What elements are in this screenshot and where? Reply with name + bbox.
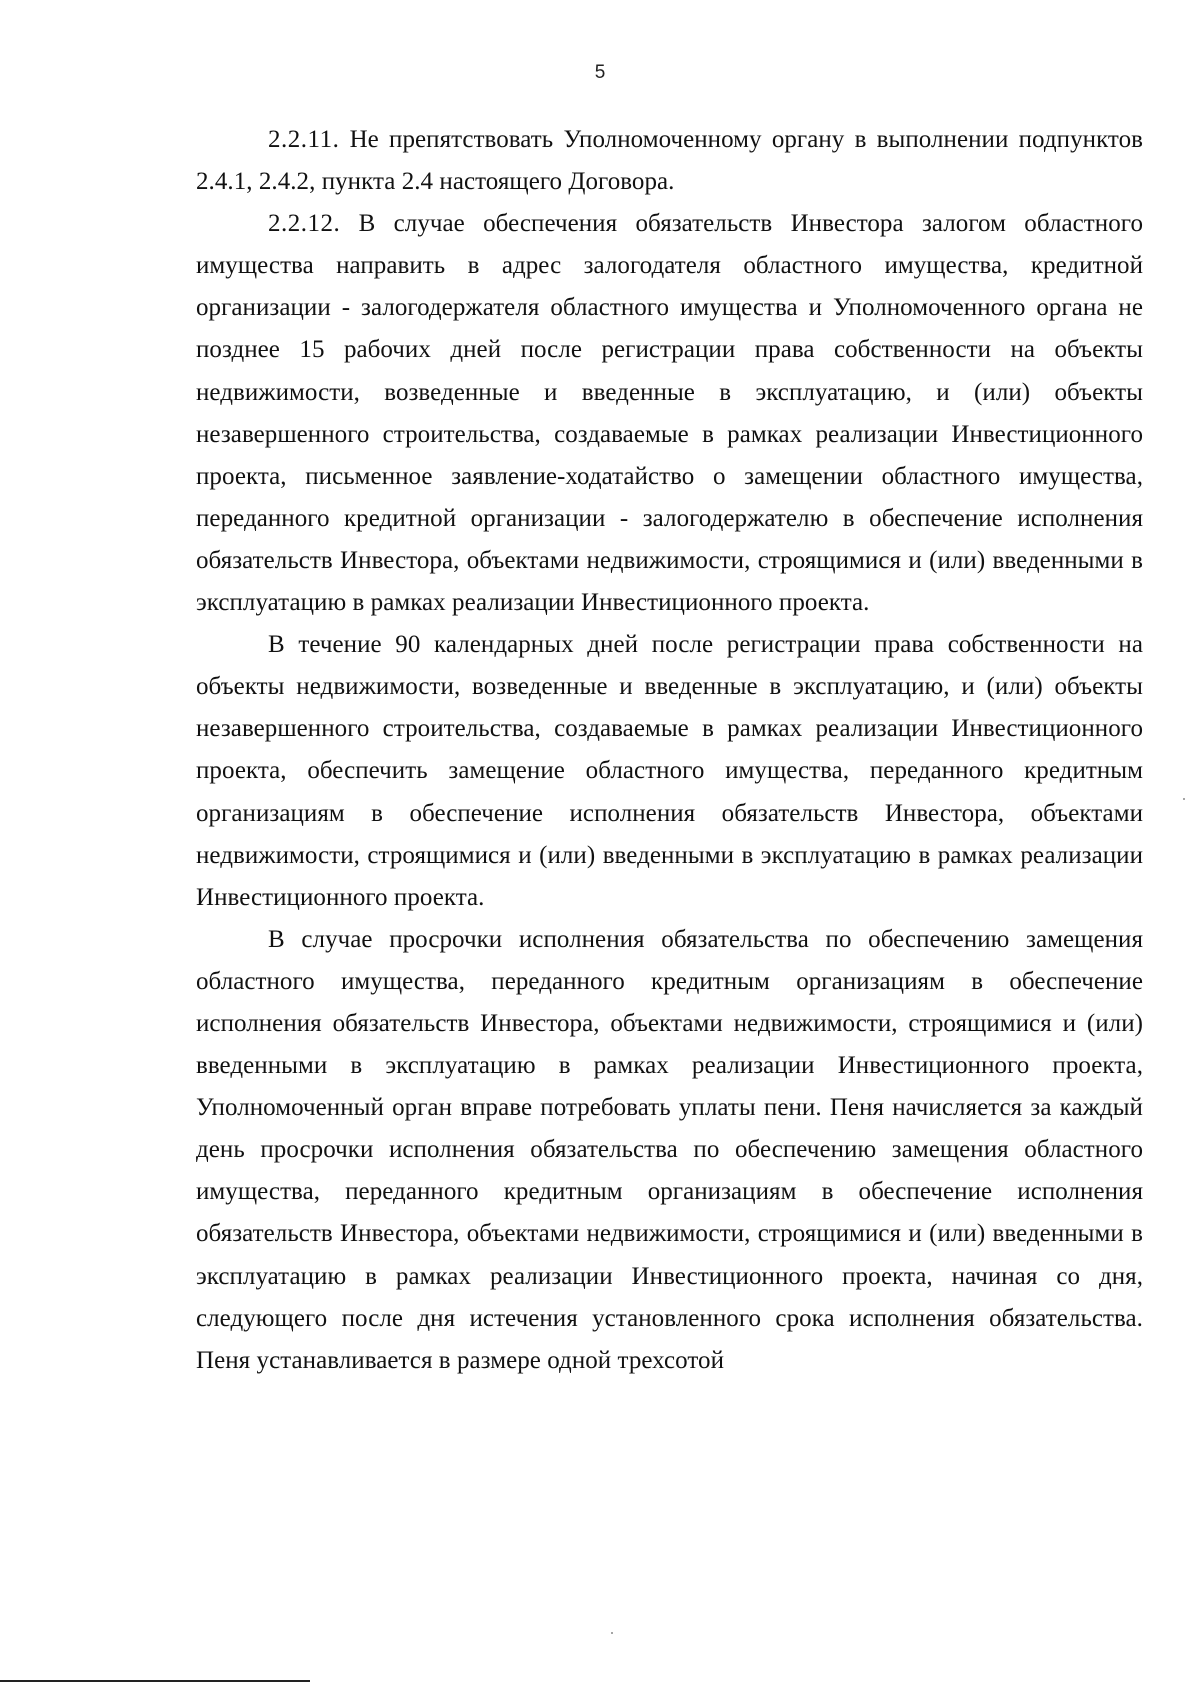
scan-speck xyxy=(1183,798,1185,800)
paragraph-text: В случае обеспечения обязательств Инвестора залогом областного имущества направить в адрес залогодателя областного имущества, кредитной организации - залогодержателя областного имущества и Уполномоченного органа не позднее 15 рабочих дней после регистрации права собственности на объекты недвижимости, возведенные и введенные в эксплуатацию, и (или) объекты незавершенного строительства, создаваемые в рамках реализации Инвестиционного проекта, письменное заявление-ходатайство о замещении областного имущества, переданного кредитной организации - залогодержателю в обеспечение исполнения обязательств Инвестора, объектами недвижимости, строящимися и (или) введенными в эксплуатацию в рамках реализации Инвестиционного проекта. xyxy=(196,210,1143,617)
paragraph-text: Не препятствовать Уполномоченному органу в выполнении подпунктов 2.4.1, 2.4.2, пункта 2.4 настоящего Договора. xyxy=(196,126,1143,196)
paragraph-text: В течение 90 календарных дней после регистрации права собственности на объекты недвижимости, возведенные и введенные в эксплуатацию, и (или) объекты незавершенного строительства, создаваемые в рамках реализации Инвестиционного проекта, обеспечить замещение областного имущества, переданного кредитным организациям в обеспечение исполнения обязательств Инвестора, объектами недвижимости, строящимися и (или) введенными в эксплуатацию в рамках реализации Инвестиционного проекта. xyxy=(196,631,1143,911)
paragraph-penalty xyxy=(196,919,1143,1382)
paragraph-2-2-12 xyxy=(196,203,1143,624)
clause-number: 2.2.11. xyxy=(268,126,340,153)
paragraph-text: В случае просрочки исполнения обязательства по обеспечению замещения областного имущества, переданного кредитным организациям в обеспечение исполнения обязательств Инвестора, объектами недвижимости, строящимися и (или) введенными в эксплуатацию в рамках реализации Инвестиционного проекта, Уполномоченный орган вправе потребовать уплаты пени. Пеня начисляется за каждый день просрочки исполнения обязательства по обеспечению замещения областного имущества, переданного кредитным организациям в обеспечение исполнения обязательств Инвестора, объектами недвижимости, строящимися и (или) введенными в эксплуатацию в рамках реализации Инвестиционного проекта, начиная со дня, следующего после дня истечения установленного срока исполнения обязательства. Пеня устанавливается в размере одной трехсотой xyxy=(196,925,1143,1374)
footnote-separator-line xyxy=(0,1680,310,1682)
document-body xyxy=(196,119,1143,1382)
paragraph-2-2-11 xyxy=(196,119,1143,203)
page-number: 5 xyxy=(594,62,606,83)
paragraph-replacement-term xyxy=(196,624,1143,919)
clause-number: 2.2.12. xyxy=(268,210,341,238)
scan-speck xyxy=(611,1632,613,1634)
